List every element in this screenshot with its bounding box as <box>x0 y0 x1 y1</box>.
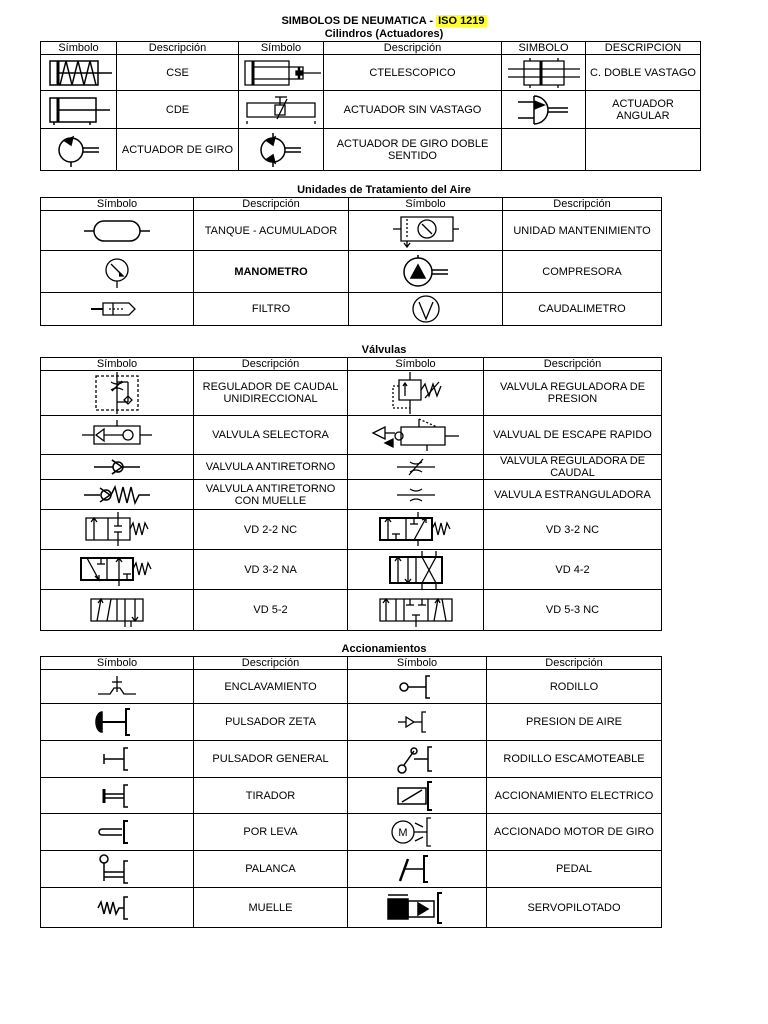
table-header-row <box>41 198 662 211</box>
symbol-cell <box>41 55 117 91</box>
mushroom-button-icon <box>92 706 142 738</box>
section-title-actuations: Accionamientos <box>341 643 427 655</box>
table-row <box>41 293 662 326</box>
table-row <box>41 129 701 171</box>
section-title-valves: Válvulas <box>361 344 407 356</box>
section-title-cylinders: Cilindros (Actuadores) <box>324 28 444 40</box>
description-cell: PULSADOR ZETA <box>194 704 348 741</box>
description-cell: VD 4-2 <box>484 550 662 590</box>
description-cell: COMPRESORA <box>503 251 662 293</box>
symbol-cell <box>41 741 194 778</box>
table-row <box>41 670 662 704</box>
valve-2-2-nc-icon <box>82 512 152 548</box>
one-way-flow-regulator-icon <box>92 372 142 414</box>
description-cell: VD 5-2 <box>194 590 348 631</box>
description-cell: ACTUADOR ANGULAR <box>586 91 701 129</box>
symbol-cell <box>41 455 194 480</box>
double-rod-cylinder-icon <box>504 58 584 88</box>
shuttle-valve-icon <box>82 420 152 450</box>
description-cell: PRESION DE AIRE <box>487 704 662 741</box>
symbol-cell <box>348 510 484 550</box>
description-cell: VD 2-2 NC <box>194 510 348 550</box>
symbol-cell <box>41 851 194 888</box>
header-cell: Símbolo <box>41 358 194 371</box>
page-title-highlight: ISO 1219 <box>438 15 485 27</box>
table-row <box>41 741 662 778</box>
symbol-cell <box>502 55 586 91</box>
rotary-actuator-double-icon <box>251 133 311 167</box>
header-cell: Descripción <box>117 42 239 55</box>
header-cell: Descripción <box>484 358 662 371</box>
description-cell: VALVULA ANTIRETORNO CON MUELLE <box>194 480 348 510</box>
symbol-cell <box>41 416 194 455</box>
valve-5-3-nc-icon <box>376 591 456 629</box>
description-cell: TANQUE - ACUMULADOR <box>194 211 349 251</box>
description-cell: PULSADOR GENERAL <box>194 741 348 778</box>
ctelescopico-icon <box>241 58 324 88</box>
description-cell: CSE <box>117 55 239 91</box>
symbol-cell <box>41 814 194 851</box>
description-cell: VALVULA ESTRANGULADORA <box>484 480 662 510</box>
solenoid-icon <box>392 780 442 812</box>
description-cell: VALVUAL DE ESCAPE RAPIDO <box>484 416 662 455</box>
header-cell: Descripción <box>503 198 662 211</box>
description-cell: C. DOBLE VASTAGO <box>586 55 701 91</box>
table-row <box>41 455 662 480</box>
table-row <box>41 704 662 741</box>
symbol-cell <box>348 480 484 510</box>
symbol-cell <box>41 510 194 550</box>
description-cell: ACTUADOR DE GIRO DOBLE SENTIDO <box>324 129 502 171</box>
symbol-cell <box>349 251 503 293</box>
table-row <box>41 480 662 510</box>
table-row <box>41 251 662 293</box>
throttle-valve-icon <box>391 484 441 506</box>
symbol-cell <box>348 704 487 741</box>
description-cell: VALVULA SELECTORA <box>194 416 348 455</box>
description-cell: RODILLO <box>487 670 662 704</box>
description-cell: MUELLE <box>194 888 348 928</box>
symbol-cell <box>348 851 487 888</box>
symbol-cell <box>41 211 194 251</box>
detent-icon <box>92 674 142 700</box>
header-cell: Descripción <box>194 657 348 670</box>
header-cell: Símbolo <box>41 198 194 211</box>
header-cell: Símbolo <box>349 198 503 211</box>
description-cell: FILTRO <box>194 293 349 326</box>
description-cell: PALANCA <box>194 851 348 888</box>
symbol-cell <box>41 704 194 741</box>
table-row <box>41 814 662 851</box>
table-header-row <box>41 657 662 670</box>
description-cell: VD 3-2 NC <box>484 510 662 550</box>
symbol-cell <box>349 211 503 251</box>
push-button-icon <box>92 744 142 774</box>
table-row <box>41 778 662 814</box>
description-cell: PEDAL <box>487 851 662 888</box>
table-row <box>41 91 701 129</box>
motor-icon <box>389 815 445 849</box>
description-cell: VALVULA REGULADORA DE PRESION <box>484 371 662 416</box>
table-row <box>41 851 662 888</box>
symbol-cell <box>41 778 194 814</box>
cde-icon <box>44 95 114 125</box>
pull-button-icon <box>92 781 142 811</box>
symbol-cell <box>41 293 194 326</box>
header-cell: SIMBOLO <box>502 42 586 55</box>
symbol-cell <box>41 91 117 129</box>
page-title <box>0 15 768 28</box>
symbol-cell <box>41 129 117 171</box>
description-cell: MANOMETRO <box>194 251 349 293</box>
symbol-cell <box>348 455 484 480</box>
symbol-cell <box>41 888 194 928</box>
header-cell: Símbolo <box>348 358 484 371</box>
description-cell: VD 3-2 NA <box>194 550 348 590</box>
symbol-cell <box>349 293 503 326</box>
symbol-cell <box>348 741 487 778</box>
angular-actuator-icon <box>514 93 574 127</box>
symbol-cell <box>502 91 586 129</box>
header-cell: Descripción <box>194 358 348 371</box>
cam-icon <box>92 817 142 847</box>
description-cell <box>586 129 701 171</box>
pilot-operated-icon <box>382 891 452 925</box>
filter-icon <box>87 299 147 319</box>
symbol-cell <box>41 670 194 704</box>
symbol-cell <box>348 778 487 814</box>
symbol-cell <box>239 91 324 129</box>
lever-icon <box>92 853 142 885</box>
table-header-row <box>41 358 662 371</box>
compressor-icon <box>396 253 456 291</box>
symbol-cell <box>41 590 194 631</box>
header-cell: Símbolo <box>41 42 117 55</box>
symbol-cell <box>41 251 194 293</box>
description-cell: ACCIONAMIENTO ELECTRICO <box>487 778 662 814</box>
maintenance-unit-icon <box>391 214 461 248</box>
rotary-actuator-icon <box>49 133 109 167</box>
table-row <box>41 510 662 550</box>
symbol-cell <box>239 55 324 91</box>
table-row <box>41 211 662 251</box>
symbol-cell <box>41 371 194 416</box>
description-cell: CTELESCOPICO <box>324 55 502 91</box>
description-cell: REGULADOR DE CAUDAL UNIDIRECCIONAL <box>194 371 348 416</box>
description-cell: ACTUADOR DE GIRO <box>117 129 239 171</box>
quick-exhaust-icon <box>371 417 461 453</box>
description-cell: CDE <box>117 91 239 129</box>
actuations-table <box>40 656 662 928</box>
symbol-cell <box>502 129 586 171</box>
tank-icon <box>82 216 152 246</box>
header-cell: Descripción <box>324 42 502 55</box>
symbol-cell <box>348 590 484 631</box>
table-row <box>41 371 662 416</box>
valve-4-2-icon <box>386 551 446 589</box>
header-cell: Símbolo <box>41 657 194 670</box>
description-cell: ACTUADOR SIN VASTAGO <box>324 91 502 129</box>
symbol-cell <box>41 480 194 510</box>
table-row <box>41 590 662 631</box>
description-cell: VALVULA ANTIRETORNO <box>194 455 348 480</box>
description-cell: SERVOPILOTADO <box>487 888 662 928</box>
description-cell: POR LEVA <box>194 814 348 851</box>
table-row <box>41 888 662 928</box>
symbol-cell <box>41 550 194 590</box>
valve-3-2-nc-icon <box>376 512 456 548</box>
valves-table <box>40 357 662 631</box>
svg-text:M: M <box>398 827 408 839</box>
pressure-regulator-icon <box>381 372 451 414</box>
table-header-row <box>41 42 701 55</box>
table-row <box>41 416 662 455</box>
symbol-cell <box>348 550 484 590</box>
idle-roller-icon <box>392 743 442 775</box>
air-pressure-icon <box>392 707 442 737</box>
spring-check-valve-icon <box>82 483 152 507</box>
cse-icon <box>44 58 114 88</box>
symbol-cell <box>348 416 484 455</box>
valve-3-2-na-icon <box>77 552 157 588</box>
symbol-cell <box>348 371 484 416</box>
cylinders-table <box>40 41 701 171</box>
spring-icon <box>92 893 142 923</box>
flowmeter-icon <box>406 293 446 325</box>
description-cell: VD 5-3 NC <box>484 590 662 631</box>
rodless-actuator-icon <box>241 95 321 125</box>
header-cell: Descripción <box>194 198 349 211</box>
roller-icon <box>392 672 442 702</box>
header-cell: Descripción <box>487 657 662 670</box>
description-cell: CAUDALIMETRO <box>503 293 662 326</box>
description-cell: ACCIONADO MOTOR DE GIRO <box>487 814 662 851</box>
section-title-air-treatment: Unidades de Tratamiento del Aire <box>297 184 471 196</box>
description-cell: TIRADOR <box>194 778 348 814</box>
air-treatment-table <box>40 197 662 326</box>
description-cell: UNIDAD MANTENIMIENTO <box>503 211 662 251</box>
header-cell: Símbolo <box>239 42 324 55</box>
symbol-cell <box>348 670 487 704</box>
symbol-cell <box>348 888 487 928</box>
valve-5-2-icon <box>87 591 147 629</box>
pedal-icon <box>392 853 442 885</box>
description-cell: ENCLAVAMIENTO <box>194 670 348 704</box>
description-cell: VALVULA REGULADORA DE CAUDAL <box>484 455 662 480</box>
header-cell: DESCRIPCION <box>586 42 701 55</box>
gauge-icon <box>97 255 137 289</box>
table-row <box>41 55 701 91</box>
check-valve-icon <box>92 457 142 477</box>
description-cell: RODILLO ESCAMOTEABLE <box>487 741 662 778</box>
header-cell: Símbolo <box>348 657 487 670</box>
page-title-prefix: SIMBOLOS DE NEUMATICA - <box>281 15 437 27</box>
table-row <box>41 550 662 590</box>
symbol-cell <box>348 814 487 851</box>
symbol-cell <box>239 129 324 171</box>
flow-regulator-icon <box>391 456 441 478</box>
